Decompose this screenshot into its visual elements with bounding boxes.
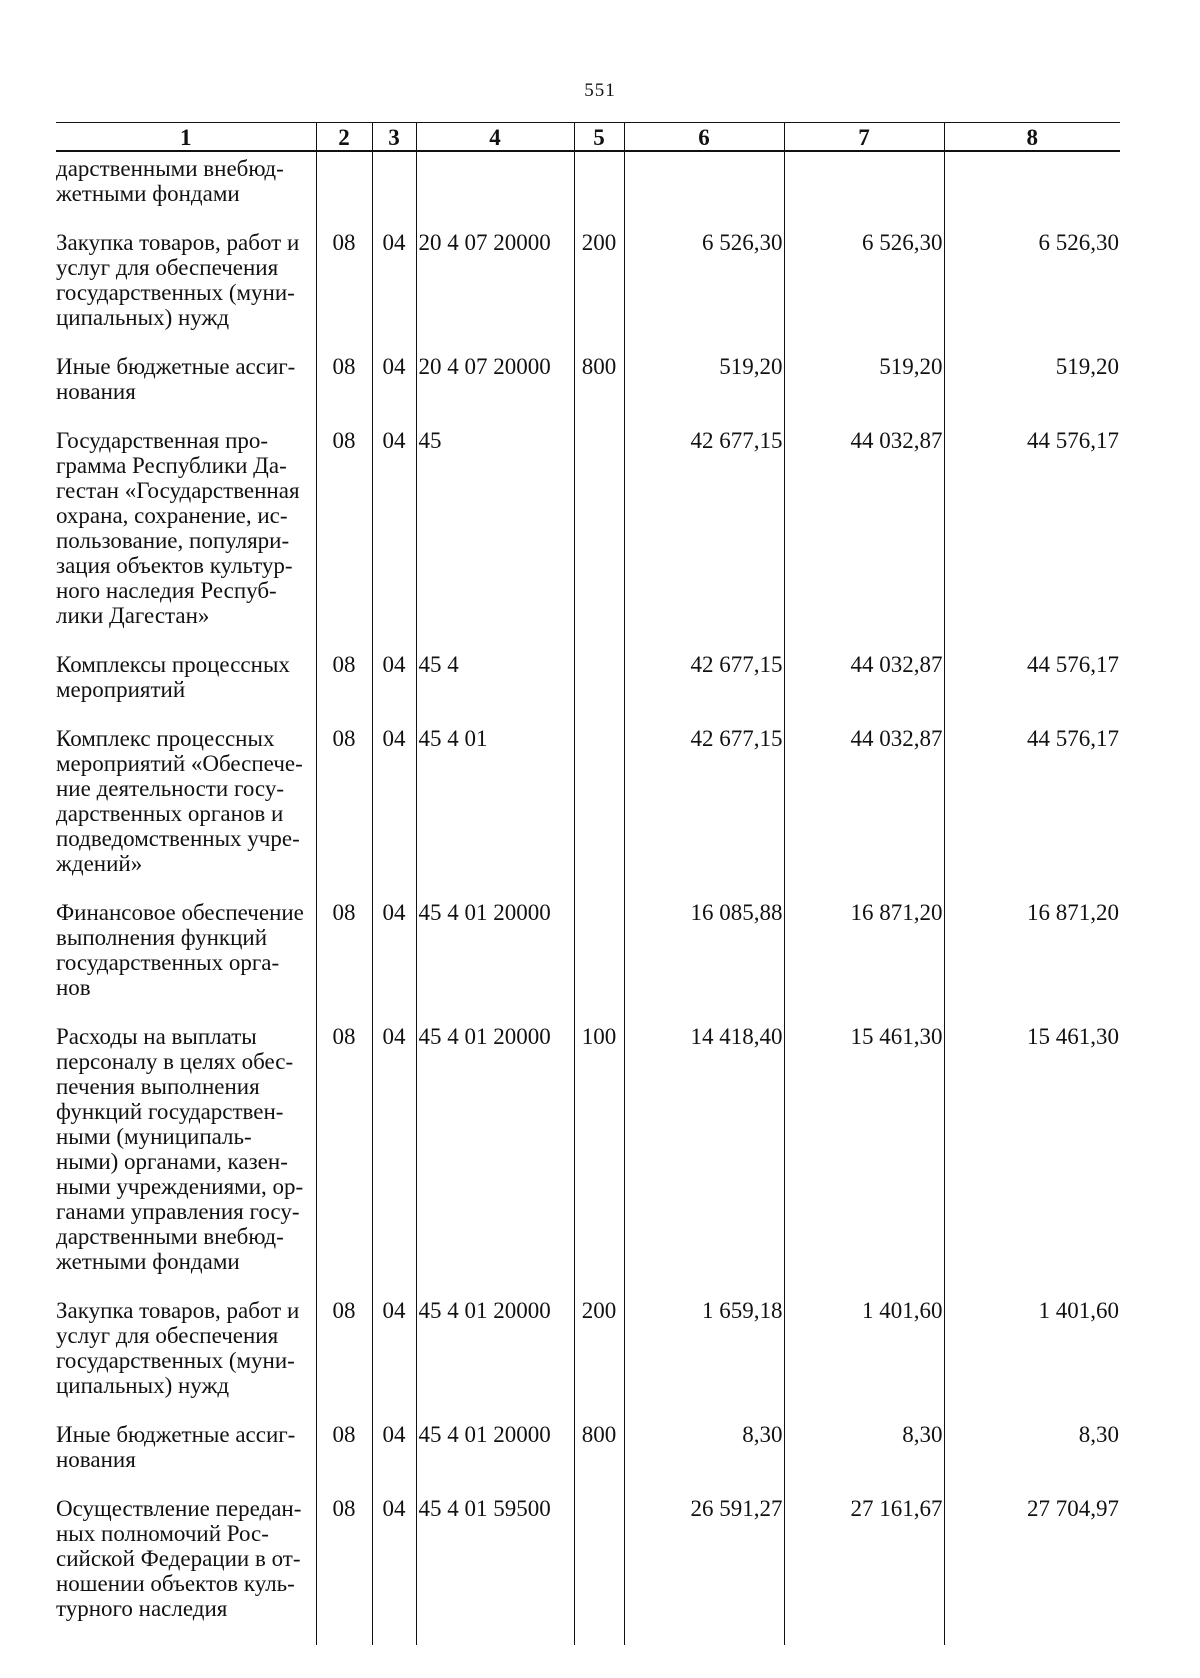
expense-type-cell	[574, 652, 624, 726]
expense-name-cell: Финансовое обеспечение выполнения функций государственных орга- нов	[56, 900, 304, 1000]
column-header-4: 4	[416, 123, 574, 152]
expense-type-cell	[574, 151, 624, 230]
section-code-cell: 08	[316, 1422, 372, 1496]
expense-type-cell	[574, 900, 624, 1024]
section-code-cell	[316, 151, 372, 230]
expense-type-cell: 100	[574, 1024, 624, 1298]
amount-col7-cell: 27 161,67	[784, 1496, 944, 1645]
expense-type-cell: 800	[574, 354, 624, 428]
table-row	[56, 900, 1120, 1024]
expense-name-cell: дарственными внебюд- жетными фондами	[56, 156, 284, 206]
budget-table	[56, 122, 1120, 1645]
amount-col7-cell	[784, 151, 944, 230]
amount-col6-cell: 14 418,40	[624, 1024, 784, 1298]
column-header-8: 8	[944, 123, 1120, 152]
table-row	[56, 726, 1120, 900]
target-article-cell: 45 4 01 20000	[416, 1024, 574, 1298]
section-code-cell: 08	[316, 428, 372, 652]
target-article-cell: 20 4 07 20000	[416, 230, 574, 354]
column-header-3: 3	[372, 123, 416, 152]
table-row	[56, 652, 1120, 726]
amount-col7-cell: 1 401,60	[784, 1298, 944, 1422]
expense-type-cell: 200	[574, 1298, 624, 1422]
amount-col7-cell: 519,20	[784, 354, 944, 428]
amount-col7-cell: 8,30	[784, 1422, 944, 1496]
subsection-code-cell	[372, 151, 416, 230]
amount-col8-cell: 15 461,30	[944, 1024, 1120, 1298]
amount-col8-cell: 44 576,17	[944, 726, 1120, 900]
amount-col8-cell: 16 871,20	[944, 900, 1120, 1024]
subsection-code-cell: 04	[372, 1024, 416, 1298]
table-row	[56, 1496, 1120, 1645]
expense-name-cell: Иные бюджетные ассиг- нования	[56, 1422, 296, 1472]
expense-name-cell: Комплексы процессных мероприятий	[56, 652, 290, 702]
section-code-cell: 08	[316, 354, 372, 428]
amount-col6-cell: 42 677,15	[624, 652, 784, 726]
amount-col6-cell: 6 526,30	[624, 230, 784, 354]
table-row	[56, 151, 1120, 230]
table-row	[56, 1024, 1120, 1298]
column-header-7: 7	[784, 123, 944, 152]
subsection-code-cell: 04	[372, 1422, 416, 1496]
page-number: 551	[584, 80, 616, 101]
section-code-cell: 08	[316, 726, 372, 900]
expense-name-cell: Иные бюджетные ассиг- нования	[56, 354, 296, 404]
column-header-2: 2	[316, 123, 372, 152]
target-article-cell: 45 4	[416, 652, 574, 726]
amount-col8-cell: 1 401,60	[944, 1298, 1120, 1422]
target-article-cell: 45 4 01 20000	[416, 1298, 574, 1422]
column-header-1: 1	[56, 123, 316, 152]
section-code-cell: 08	[316, 230, 372, 354]
expense-type-cell: 800	[574, 1422, 624, 1496]
section-code-cell: 08	[316, 1024, 372, 1298]
expense-name-cell: Закупка товаров, работ и услуг для обеспечения государственных (муни- ципальных) нужд	[56, 1298, 300, 1398]
amount-col8-cell: 6 526,30	[944, 230, 1120, 354]
amount-col6-cell: 42 677,15	[624, 428, 784, 652]
section-code-cell: 08	[316, 1298, 372, 1422]
target-article-cell: 45 4 01 20000	[416, 900, 574, 1024]
target-article-cell: 45 4 01 20000	[416, 1422, 574, 1496]
expense-name-cell: Расходы на выплаты персоналу в целях обес- печения выполнения функций государствен- ными (муниципаль- ными) органами, казен- ными учреждениями, ор- ганами управления госу- дарственными внебюд- жетными фондами	[56, 1024, 304, 1274]
amount-col8-cell	[944, 151, 1120, 230]
table-header-row	[56, 123, 1120, 152]
table-row	[56, 1422, 1120, 1496]
amount-col7-cell: 44 032,87	[784, 652, 944, 726]
subsection-code-cell: 04	[372, 1496, 416, 1645]
amount-col6-cell: 42 677,15	[624, 726, 784, 900]
subsection-code-cell: 04	[372, 354, 416, 428]
amount-col6-cell: 8,30	[624, 1422, 784, 1496]
amount-col7-cell: 16 871,20	[784, 900, 944, 1024]
amount-col7-cell: 44 032,87	[784, 428, 944, 652]
amount-col7-cell: 15 461,30	[784, 1024, 944, 1298]
expense-name-cell: Осуществление передан- ных полномочий Рос- сийской Федерации в от- ношении объектов куль- турного наследия	[56, 1496, 302, 1621]
subsection-code-cell: 04	[372, 900, 416, 1024]
amount-col8-cell: 8,30	[944, 1422, 1120, 1496]
column-header-5: 5	[574, 123, 624, 152]
expense-type-cell	[574, 726, 624, 900]
amount-col6-cell: 26 591,27	[624, 1496, 784, 1645]
table-row	[56, 354, 1120, 428]
target-article-cell: 45	[416, 428, 574, 652]
target-article-cell: 20 4 07 20000	[416, 354, 574, 428]
table-row	[56, 428, 1120, 652]
table-row	[56, 230, 1120, 354]
amount-col8-cell: 44 576,17	[944, 652, 1120, 726]
target-article-cell: 45 4 01	[416, 726, 574, 900]
subsection-code-cell: 04	[372, 1298, 416, 1422]
amount-col6-cell: 519,20	[624, 354, 784, 428]
expense-name-cell: Государственная про- грамма Республики Да- гестан «Государственная охрана, сохранение, ис- пользование, популяри- зация объектов культур- ного наследия Респуб- лики Дагестан»	[56, 428, 300, 628]
amount-col6-cell: 16 085,88	[624, 900, 784, 1024]
expense-name-cell: Закупка товаров, работ и услуг для обеспечения государственных (муни- ципальных) нужд	[56, 230, 300, 330]
expense-name-cell: Комплекс процессных мероприятий «Обеспече- ние деятельности госу- дарственных органов и подведомственных учре- ждений»	[56, 726, 303, 876]
table-row	[56, 1298, 1120, 1422]
subsection-code-cell: 04	[372, 230, 416, 354]
expense-type-cell: 200	[574, 230, 624, 354]
target-article-cell: 45 4 01 59500	[416, 1496, 574, 1645]
amount-col6-cell: 1 659,18	[624, 1298, 784, 1422]
subsection-code-cell: 04	[372, 652, 416, 726]
column-header-6: 6	[624, 123, 784, 152]
expense-type-cell	[574, 428, 624, 652]
target-article-cell	[416, 151, 574, 230]
amount-col8-cell: 44 576,17	[944, 428, 1120, 652]
section-code-cell: 08	[316, 652, 372, 726]
table-body	[56, 151, 1120, 1645]
section-code-cell: 08	[316, 1496, 372, 1645]
section-code-cell: 08	[316, 900, 372, 1024]
amount-col6-cell	[624, 151, 784, 230]
subsection-code-cell: 04	[372, 726, 416, 900]
amount-col8-cell: 519,20	[944, 354, 1120, 428]
expense-type-cell	[574, 1496, 624, 1645]
subsection-code-cell: 04	[372, 428, 416, 652]
amount-col7-cell: 44 032,87	[784, 726, 944, 900]
amount-col8-cell: 27 704,97	[944, 1496, 1120, 1645]
amount-col7-cell: 6 526,30	[784, 230, 944, 354]
